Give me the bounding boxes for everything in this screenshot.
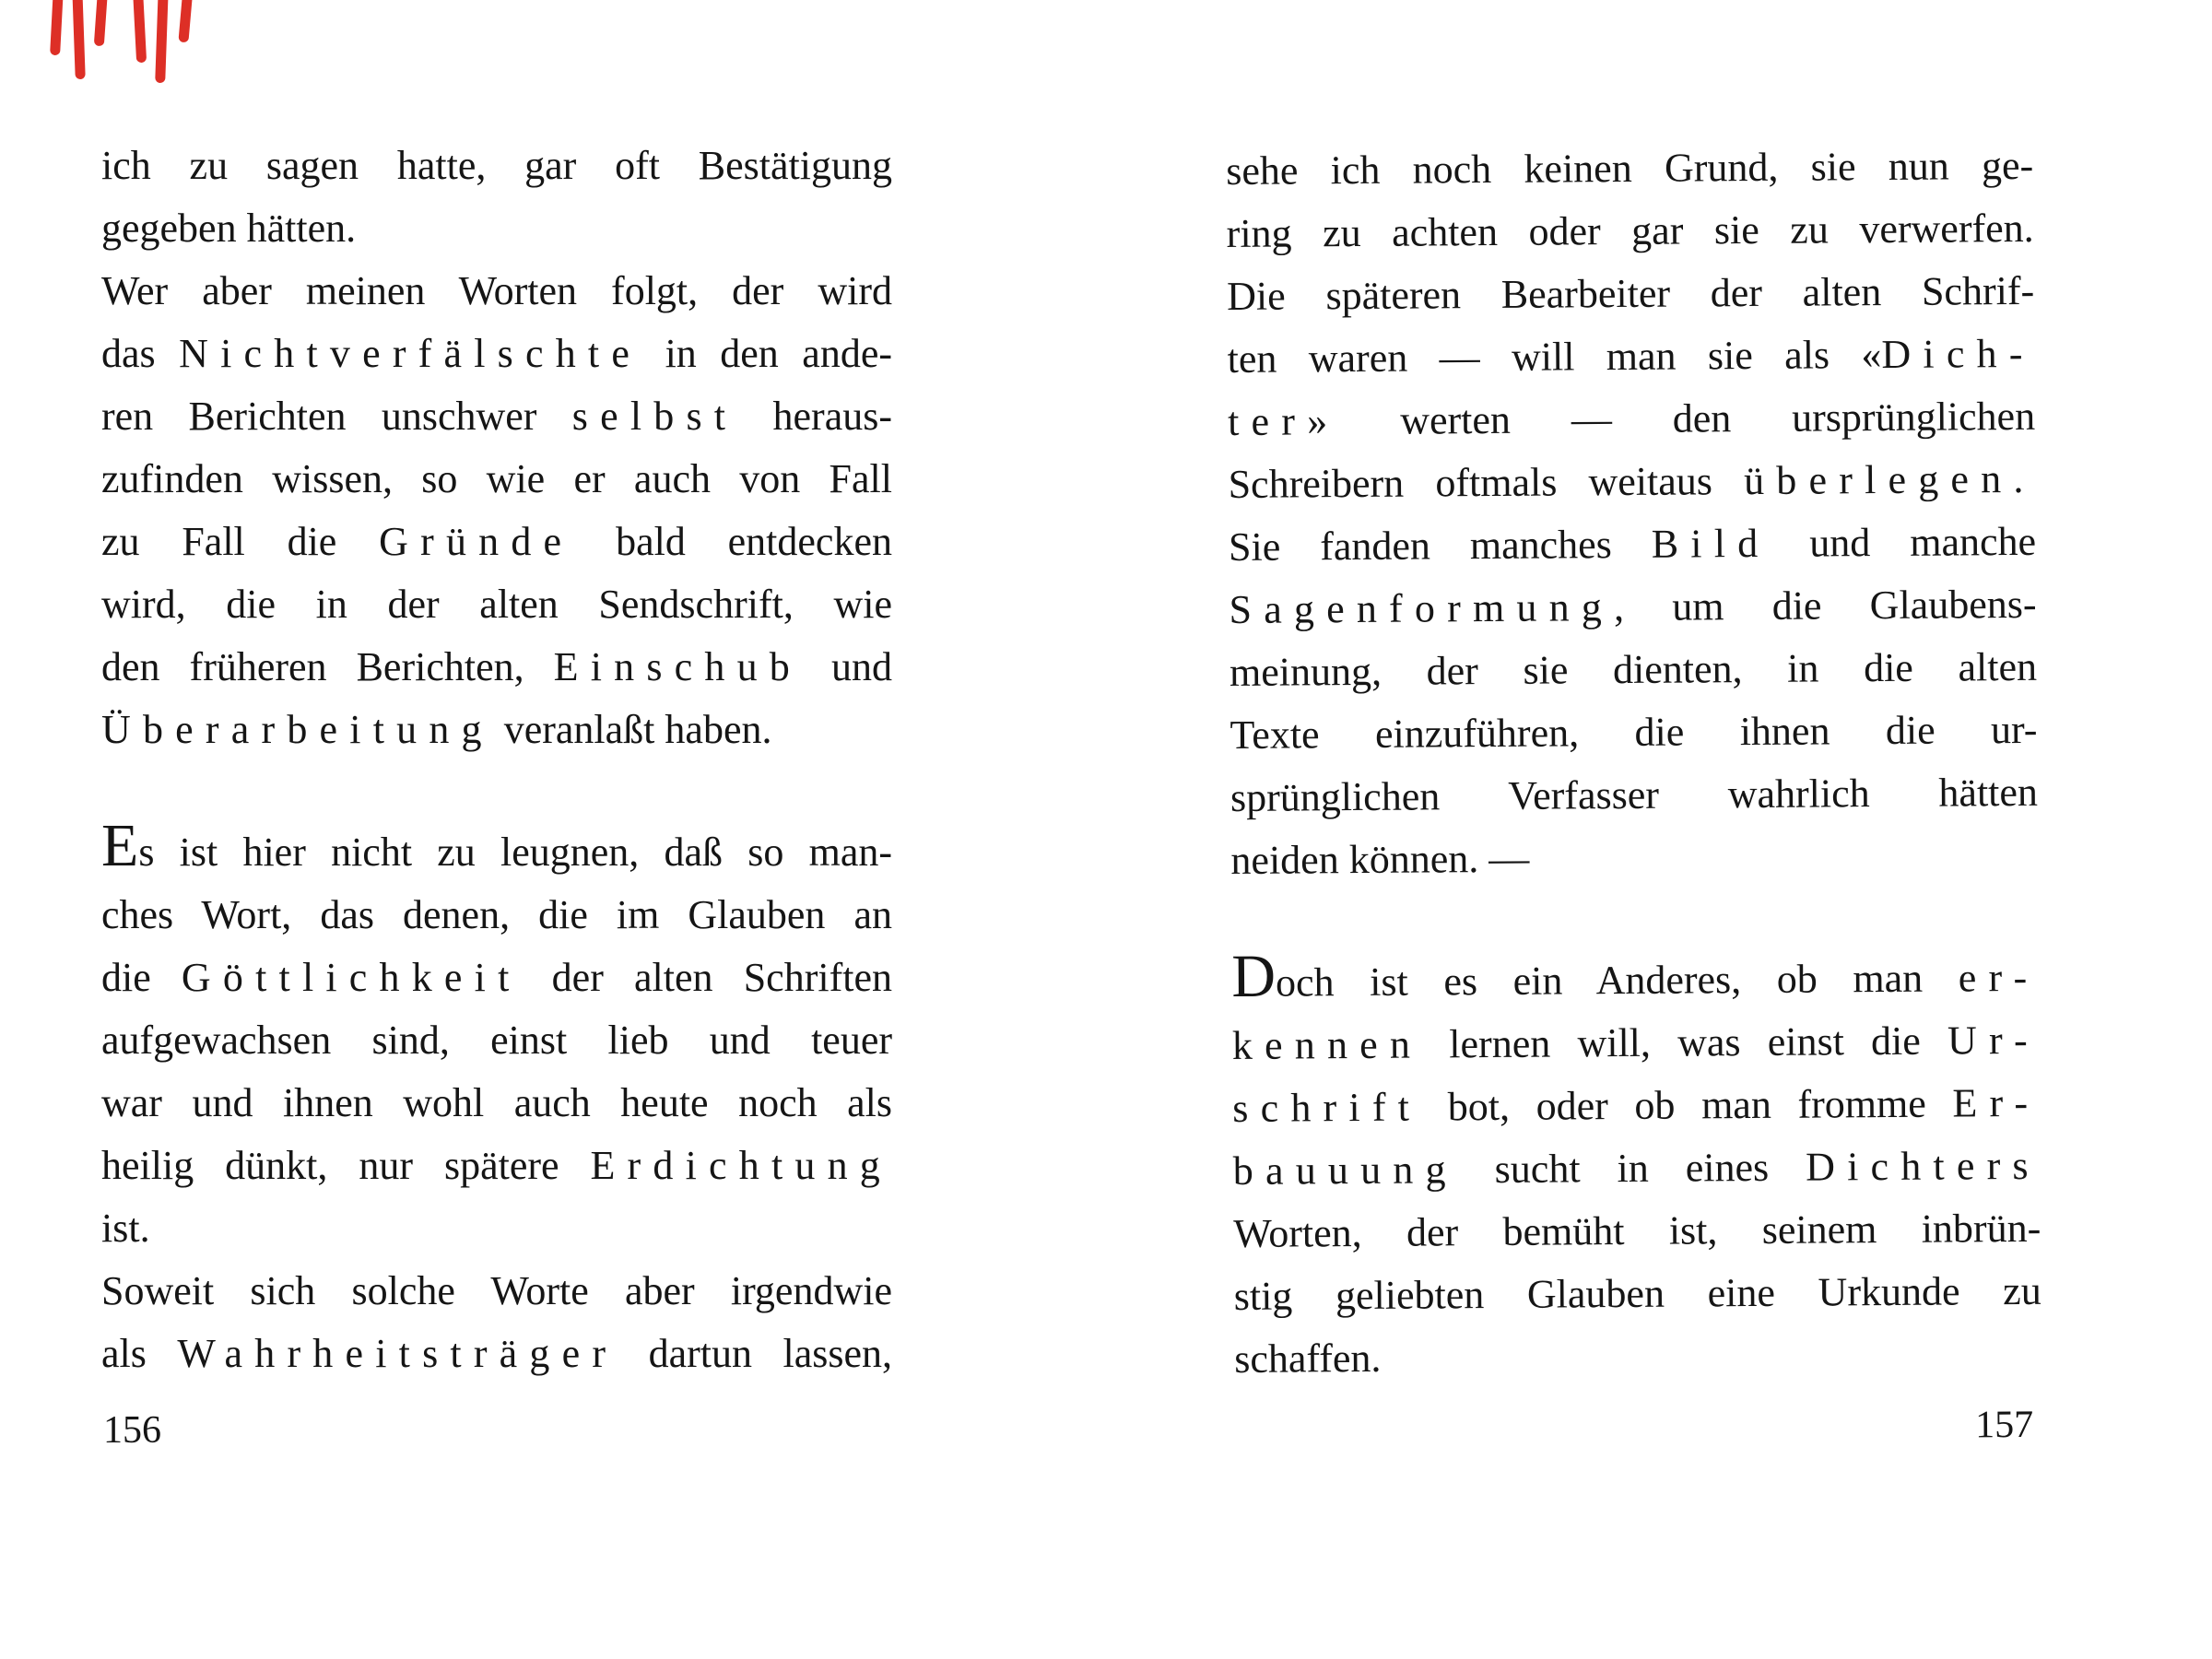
paragraph: [1231, 940, 2041, 1391]
page-number-right: 157: [1974, 1403, 2034, 1447]
letterspaced-word: ter»: [1227, 398, 1340, 444]
text-line: Texte einzuführen, die ihnen die ur-: [1230, 706, 2038, 758]
text-line: kennen lernen will, was einst die Ur-: [1231, 1017, 2041, 1068]
letterspaced-word: Überarbeitung: [101, 707, 494, 752]
text-line: schrift bot, oder ob man fromme Er-: [1232, 1079, 2041, 1131]
text-line: ich zu sagen hatte, gar oft Bestätigung: [101, 143, 892, 188]
text-line: ches Wort, das denen, die im Glauben an: [101, 892, 892, 937]
text-line: ren Berichten unschwer selbst heraus-: [101, 394, 892, 439]
text-line: ter» werten — den ursprünglichen: [1227, 393, 2036, 444]
letterspaced-word: Bild: [1651, 520, 1771, 567]
letterspaced-word: Wahrheitsträger: [177, 1331, 618, 1376]
letterspaced-word: selbst: [571, 394, 738, 439]
letterspaced-word: überlegen.: [1743, 455, 2036, 504]
paragraph: [1226, 135, 2039, 892]
red-ink-marks: [46, 0, 203, 88]
letterspaced-word: Sagenformung: [1229, 584, 1615, 632]
text-line: Überarbeitung veranlaßt haben.: [101, 707, 772, 752]
right-page-text: [1226, 135, 2041, 1391]
red-ink-mark: [94, 0, 108, 46]
text-line: ring zu achten oder gar sie zu verwerfen.: [1226, 205, 2034, 256]
text-line: sehe ich noch keinen Grund, sie nun ge-: [1226, 142, 2034, 194]
red-ink-mark: [178, 0, 193, 42]
letterspaced-word: bauuung: [1232, 1147, 1458, 1194]
text-line: Worten, der bemüht ist, seinem inbrün-: [1233, 1205, 2041, 1256]
letterspaced-word: Gründe: [379, 519, 574, 564]
text-line: Schreibern oftmals weitaus überlegen.: [1228, 455, 2036, 507]
red-ink-mark: [50, 0, 64, 55]
text-line: schaffen.: [1234, 1335, 1382, 1382]
red-ink-mark: [72, 0, 85, 79]
letterspaced-word: kennen: [1231, 1021, 1423, 1068]
letterspaced-word: er-: [1958, 954, 2040, 1001]
letterspaced-word: Göttlichkeit: [181, 955, 522, 1000]
letterspaced-word: Er-: [1952, 1079, 2041, 1126]
red-ink-mark: [133, 0, 147, 63]
text-line: meinung, der sie dienten, in die alten: [1229, 643, 2038, 695]
text-line: Es ist hier nicht zu leugnen, daß so man-: [101, 812, 892, 879]
text-line: zu Fall die Gründe bald entdecken: [101, 519, 892, 564]
letterspaced-word: schrift: [1232, 1084, 1422, 1131]
text-line: bauuung sucht in eines Dichters: [1232, 1142, 2041, 1194]
paragraph: [101, 135, 892, 761]
text-line: aufgewachsen sind, einst lieb und teuer: [101, 1018, 892, 1063]
text-line: neiden können. —: [1230, 835, 1530, 883]
paragraph: [101, 812, 892, 1385]
letterspaced-word: Einschub: [553, 644, 802, 689]
text-line: als Wahrheitsträger dartun lassen,: [101, 1331, 892, 1376]
letterspaced-word: Ur-: [1947, 1017, 2041, 1064]
red-ink-mark: [155, 0, 169, 83]
text-line: Sie fanden manches Bild und manche: [1228, 518, 2037, 570]
text-line: Soweit sich solche Worte aber irgendwie: [101, 1268, 892, 1313]
drop-cap: D: [1231, 942, 1277, 1010]
text-line: Wer aber meinen Worten folgt, der wird: [101, 268, 892, 313]
letterspaced-word: Nichtverfälschte: [179, 331, 642, 376]
letterspaced-word: Dichters: [1805, 1142, 2041, 1190]
text-line: die Göttlichkeit der alten Schriften: [101, 955, 892, 1000]
text-line: gegeben hätten.: [101, 206, 357, 251]
text-line: den früheren Berichten, Einschub und: [101, 644, 892, 689]
text-line: zufinden wissen, so wie er auch von Fall: [101, 456, 892, 501]
text-line: Sagenformung, um die Glaubens-: [1229, 581, 2037, 632]
text-line: Doch ist es ein Anderes, ob man er-: [1231, 942, 2040, 1010]
page-number-left: 156: [103, 1409, 161, 1452]
text-line: ist.: [101, 1206, 150, 1251]
drop-cap: E: [101, 812, 139, 879]
text-line: war und ihnen wohl auch heute noch als: [101, 1080, 892, 1125]
text-line: sprünglichen Verfasser wahrlich hätten: [1230, 769, 2039, 820]
text-line: Die späteren Bearbeiter der alten Schrif-: [1227, 267, 2035, 319]
text-line: heilig dünkt, nur spätere Erdichtung: [101, 1143, 892, 1188]
left-page-text: [101, 135, 892, 1385]
letterspaced-word: Erdichtung: [590, 1143, 892, 1188]
letterspaced-word: Dich-: [1881, 330, 2035, 378]
text-line: stig geliebten Glauben eine Urkunde zu: [1233, 1267, 2041, 1319]
text-line: das Nichtverfälschte in den ande-: [101, 331, 892, 376]
text-line: wird, die in der alten Sendschrift, wie: [101, 582, 892, 627]
text-line: ten waren — will man sie als «Dich-: [1227, 330, 2035, 382]
